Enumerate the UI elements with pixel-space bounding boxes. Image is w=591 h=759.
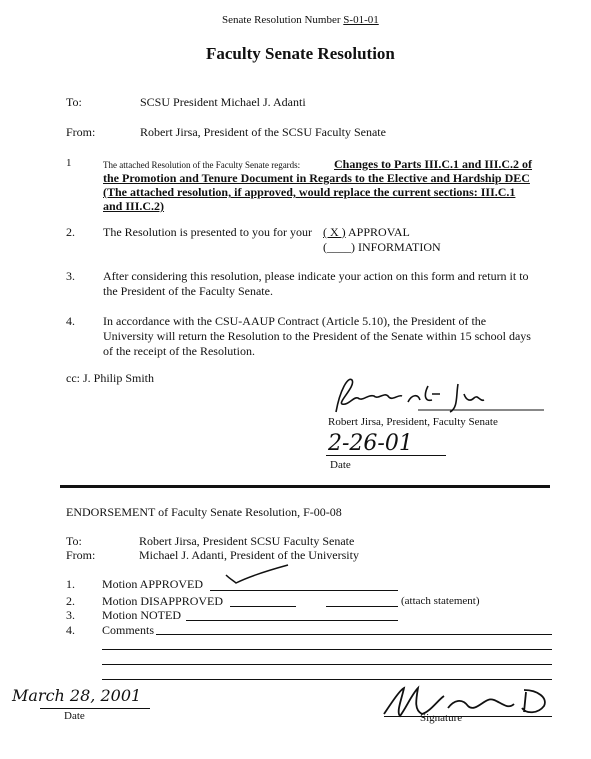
comments-line-1 — [156, 634, 552, 635]
item3-line1: After considering this resolution, please indicate your action on this form and return it to — [103, 269, 529, 283]
item2-text: The Resolution is presented to you for your — [103, 225, 312, 239]
option4-label: Comments — [102, 623, 155, 637]
option1-number: 1. — [66, 577, 75, 591]
option2-line-a — [230, 606, 296, 607]
item4-line2: University will return the Resolution to the President of the Senate within 15 school days — [103, 329, 531, 343]
option3-label: Motion NOTED — [102, 608, 181, 622]
item1-intro: The attached Resolution of the Faculty Senate regards: — [103, 160, 301, 170]
approval-label: APPROVAL — [348, 225, 410, 239]
approval-option — [323, 225, 410, 240]
comments-line-2 — [102, 649, 552, 650]
information-option — [323, 240, 441, 255]
comments-line-4 — [102, 679, 552, 680]
resolution-number: S-01-01 — [343, 14, 379, 26]
comments-line-3 — [102, 664, 552, 665]
cc-line: cc: J. Philip Smith — [66, 371, 155, 385]
senate-president-name-title: Robert Jirsa, President, Faculty Senate — [328, 416, 498, 428]
page-title: Faculty Senate Resolution — [206, 44, 395, 63]
to-value: SCSU President Michael J. Adanti — [140, 95, 306, 109]
endorsement-to-label: To: — [66, 534, 82, 548]
president-date-label: Date — [64, 710, 85, 722]
option3-number: 3. — [66, 608, 75, 622]
endorsement-to-value: Robert Jirsa, President SCSU Faculty Senate — [139, 534, 355, 548]
resolution-number-line — [222, 14, 379, 26]
endorsement-heading: ENDORSEMENT of Faculty Senate Resolution, F-00-08 — [66, 505, 342, 519]
section-divider — [60, 485, 550, 488]
item3-line2: the President of the Faculty Senate. — [103, 284, 273, 298]
from-value: Robert Jirsa, President of the SCSU Faculty Senate — [140, 125, 386, 139]
item1-subject-line4: and III.C.2) — [103, 199, 165, 213]
item4-line1: In accordance with the CSU-AAUP Contract (Article 5.10), the President of the — [103, 314, 487, 328]
item1-subject-line2: the Promotion and Tenure Document in Regards to the Elective and Hardship DEC — [103, 171, 530, 185]
option1-line — [210, 590, 398, 591]
approval-mark: ( X ) — [323, 225, 346, 239]
to-label: To: — [66, 95, 82, 109]
option1-label: Motion APPROVED — [102, 577, 204, 591]
information-label: INFORMATION — [358, 240, 441, 254]
information-mark: (____) — [323, 240, 355, 254]
resolution-number-label: Senate Resolution Number — [222, 14, 341, 26]
approved-check-mark — [222, 563, 292, 587]
option4-number: 4. — [66, 623, 75, 637]
item2-number: 2. — [66, 225, 75, 239]
senate-signature-date: 2-26-01 — [328, 431, 413, 456]
option3-line — [186, 620, 398, 621]
item1-subject-line3: (The attached resolution, if approved, would replace the current sections: III.C.1 — [103, 185, 516, 199]
senate-date-label: Date — [330, 459, 351, 471]
endorsement-from-value: Michael J. Adanti, President of the University — [139, 548, 359, 562]
senate-president-signature — [328, 372, 548, 418]
endorsement-from-label: From: — [66, 548, 96, 562]
option2-number: 2. — [66, 594, 75, 608]
president-signature-date: March 28, 2001 — [12, 686, 142, 705]
option2-label: Motion DISAPPROVED — [102, 594, 224, 608]
from-label: From: — [66, 125, 96, 139]
signature-label: Signature — [420, 712, 463, 724]
item4-number: 4. — [66, 314, 75, 328]
item1-subject-line1: Changes to Parts III.C.1 and III.C.2 of — [334, 157, 533, 171]
item3-number: 3. — [66, 269, 75, 283]
option2-note: (attach statement) — [401, 595, 480, 607]
item1-number: 1 — [66, 157, 72, 169]
item4-line3: of the receipt of the Resolution. — [103, 344, 255, 358]
option2-line-b — [326, 606, 398, 607]
